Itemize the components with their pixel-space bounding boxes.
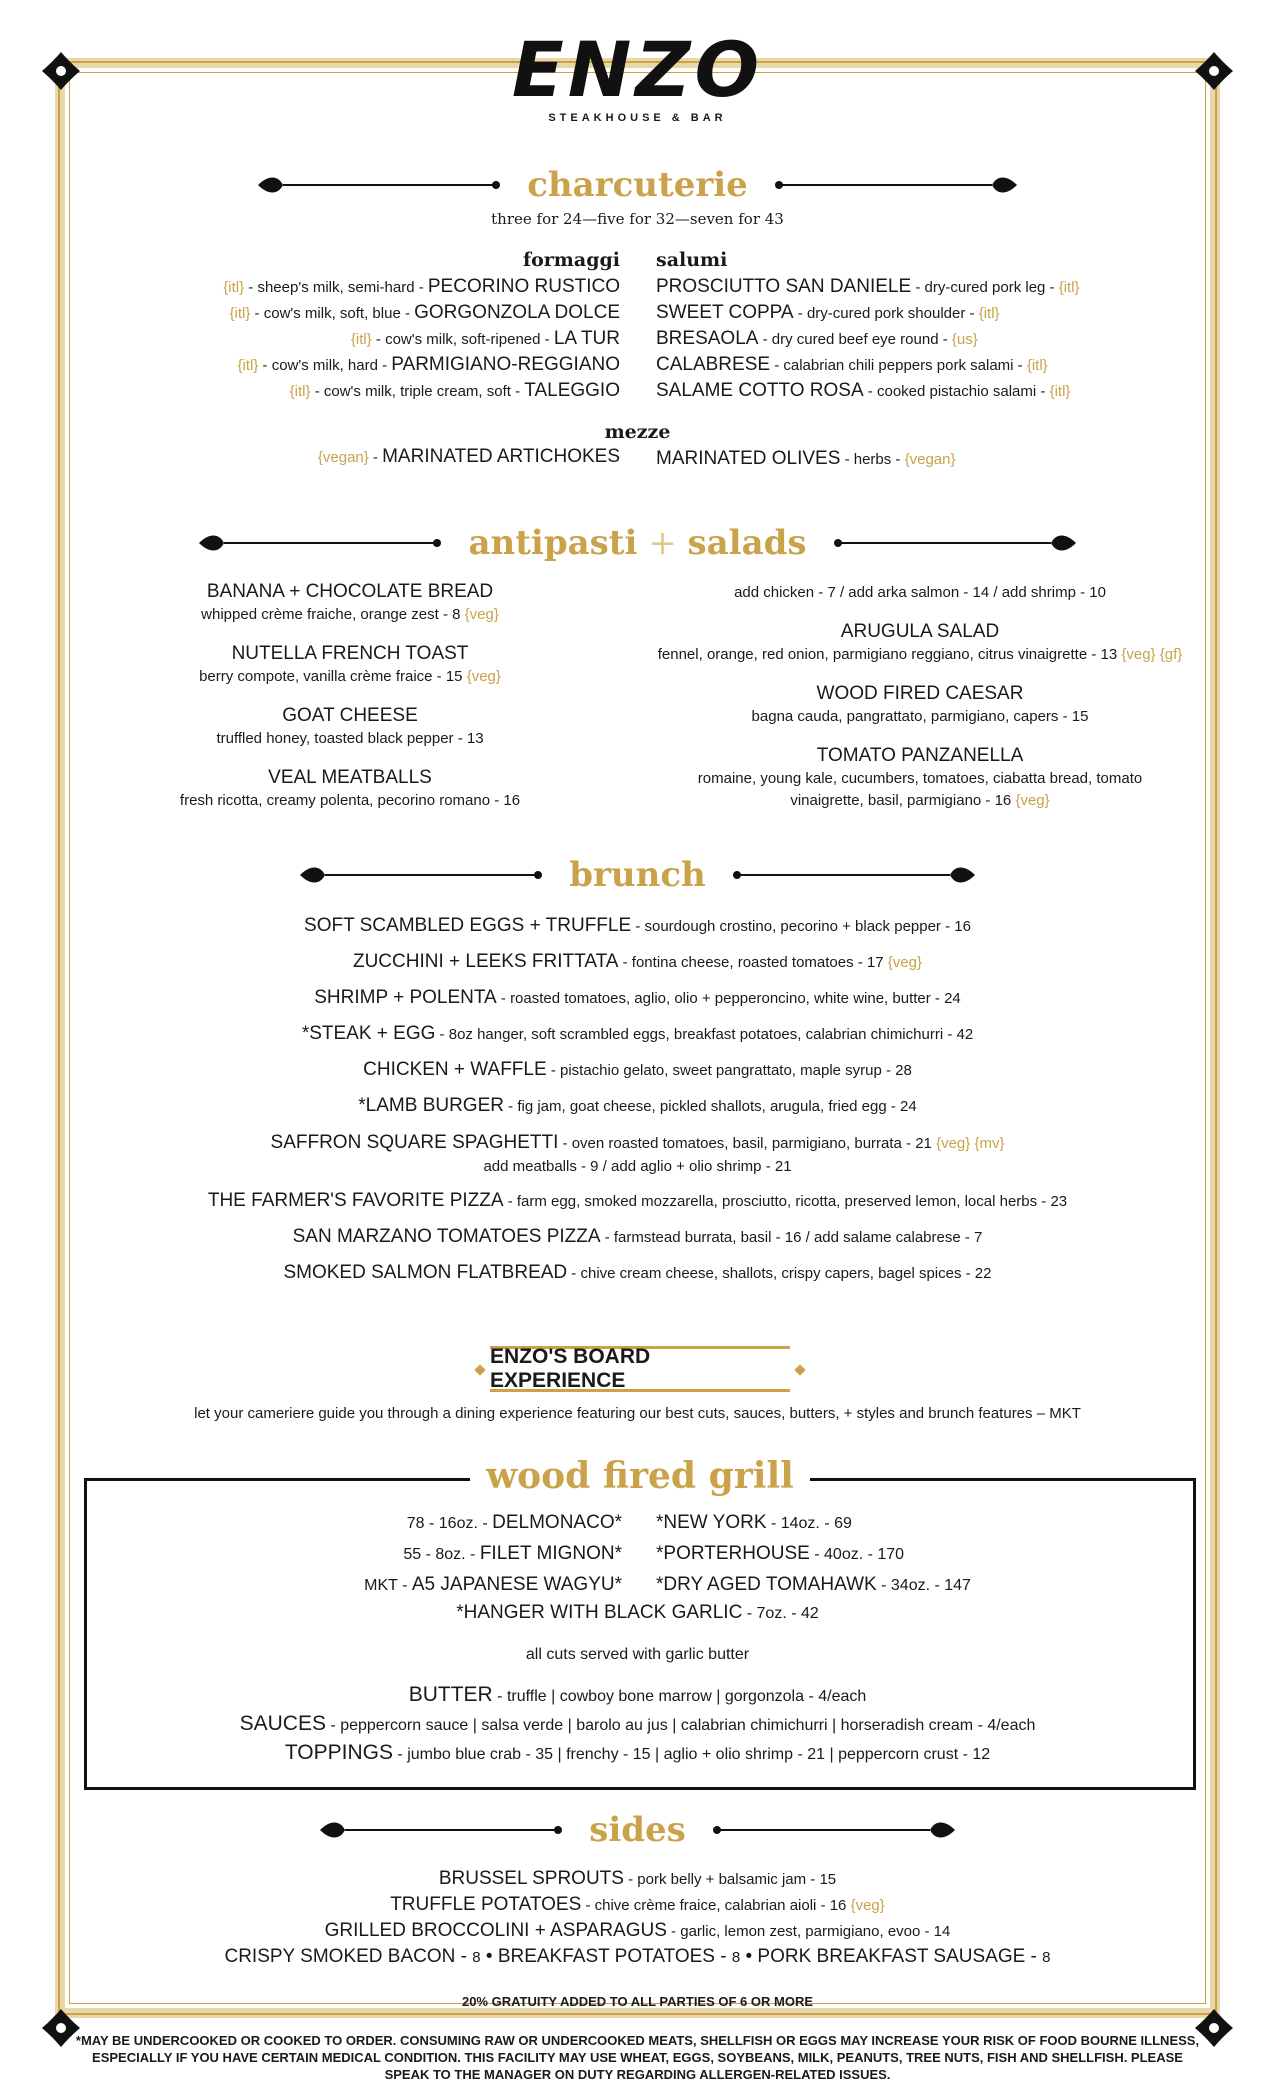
list-item: {itl} - cow's milk, triple cream, soft - TALEGGIO <box>289 380 620 401</box>
list-item: 55 - 8oz. - FILET MIGNON* <box>403 1543 622 1564</box>
mezze-left <box>318 444 620 470</box>
section-heading-grill <box>470 1448 810 1504</box>
list-item: SMOKED SALMON FLATBREAD - chive cream cheese, shallots, crispy capers, bagel spices - 22 <box>283 1262 992 1283</box>
grill-note: all cuts served with garlic butter <box>525 1646 750 1663</box>
list-item: {itl} - cow's milk, soft-ripened - LA TUR <box>350 328 620 349</box>
section-heading-antipasti <box>0 518 1275 568</box>
formaggi-heading: formaggi <box>522 249 620 271</box>
list-item: SHRIMP + POLENTA - roasted tomatoes, aglio, olio + pepperoncino, white wine, butter - 24 <box>314 987 961 1008</box>
list-item: {vegan} - MARINATED ARTICHOKES <box>317 446 620 467</box>
section-title: sides <box>589 1810 686 1850</box>
divider-ornament-icon <box>710 1820 960 1840</box>
sides-list <box>0 1866 1275 1971</box>
gratuity-notice: 20% GRATUITY ADDED TO ALL PARTIES OF 6 OR MORE <box>461 1994 814 2009</box>
list-item: MKT - A5 JAPANESE WAGYU* <box>364 1574 622 1595</box>
list-item: *STEAK + EGG - 8oz hanger, soft scrambled eggs, breakfast potatoes, calabrian chimichurri - 42 <box>301 1023 974 1044</box>
toppings-line: TOPPINGS - jumbo blue crab - 35 | frenchy - 15 | aglio + olio shrimp - 21 | peppercorn crust - 12 <box>284 1741 991 1764</box>
grill-right-column <box>656 1508 971 1601</box>
list-item: SWEET COPPA - dry-cured pork shoulder - {itl} <box>656 302 1000 323</box>
divider-ornament-icon <box>730 865 980 885</box>
section-title: wood fired grill <box>486 1455 794 1497</box>
logo <box>0 25 1275 124</box>
list-item: {itl} - cow's milk, soft, blue - GORGONZOLA DOLCE <box>229 302 620 323</box>
list-item: MARINATED OLIVES - herbs - {vegan} <box>656 448 956 469</box>
list-item: SAFFRON SQUARE SPAGHETTI - oven roasted tomatoes, basil, parmigiano, burrata - 21 {veg} {mv} <box>270 1132 1005 1153</box>
list-item: PROSCIUTTO SAN DANIELE - dry-cured pork leg - {itl} <box>656 276 1080 297</box>
antipasti-left-column <box>110 580 590 828</box>
board-experience-banner: ENZO'S BOARD EXPERIENCE <box>490 1346 790 1392</box>
menu-item: NUTELLA FRENCH TOAST berry compote, vanilla crème fraice - 15 {veg} <box>199 643 501 685</box>
antipasti-right-column <box>650 582 1190 812</box>
allergen-disclaimer: *MAY BE UNDERCOOKED OR COOKED TO ORDER. CONSUMING RAW OR UNDERCOOKED MEATS, SHELLFISH OR EGGS MAY INCREASE YOUR RISK OF FOOD BOURNE ILLNESS, ESPECIALLY IF YOU HAVE CERTAIN MEDICAL CONDITION. THIS FACILITY MAY USE WHEAT, EGGS, SOYBEANS, MILK, PEANUTS, TREE NUTS, FISH AND SHELLFISH. PLEASE SPEAK TO THE MANAGER ON DUTY REGARDING ALLERGEN-RELATED ISSUES. <box>75 2033 1200 2082</box>
salumi-column <box>656 246 1080 404</box>
list-item: {itl} - sheep's milk, semi-hard - PECORINO RUSTICO <box>223 276 620 297</box>
section-heading-charcuterie <box>0 160 1275 210</box>
menu-item: GOAT CHEESE truffled honey, toasted black pepper - 13 <box>216 705 484 747</box>
sauces-line: SAUCES - peppercorn sauce | salsa verde | barolo au jus | calabrian chimichurri | horseradish cream - 4/each <box>239 1712 1036 1735</box>
list-item: SOFT SCAMBLED EGGS + TRUFFLE - sourdough crostino, pecorino + black pepper - 16 <box>304 915 971 936</box>
menu-item: ARUGULA SALAD fennel, orange, red onion, parmigiano reggiano, citrus vinaigrette - 13 {veg} {gf} <box>657 621 1183 663</box>
section-title: brunch <box>569 855 706 895</box>
section-title: antipasti + salads <box>468 523 807 563</box>
mezze-right <box>656 446 955 472</box>
charcuterie-pricing: three for 24—five for 32—seven for 43 <box>491 210 784 228</box>
menu-item: BANANA + CHOCOLATE BREAD whipped crème fraiche, orange zest - 8 {veg} <box>201 581 499 623</box>
list-item: TRUFFLE POTATOES - chive crème fraice, calabrian aioli - 16 {veg} <box>390 1894 885 1915</box>
board-description: let your cameriere guide you through a dining experience featuring our best cuts, sauces, butters, + styles and brunch features – MKT <box>194 1405 1081 1422</box>
section-heading-brunch <box>0 850 1275 900</box>
list-item: CHICKEN + WAFFLE - pistachio gelato, sweet pangrattato, maple syrup - 28 <box>363 1059 912 1080</box>
list-item: *NEW YORK - 14oz. - 69 <box>656 1512 852 1533</box>
divider-ornament-icon <box>315 1820 565 1840</box>
divider-ornament-icon <box>831 533 1081 553</box>
divider-ornament-icon <box>253 175 503 195</box>
menu-item: WOOD FIRED CAESAR bagna cauda, pangrattato, parmigiano, capers - 15 <box>751 683 1089 725</box>
list-item: {itl} - cow's milk, hard - PARMIGIANO-REGGIANO <box>237 354 620 375</box>
list-item: *LAMB BURGER - fig jam, goat cheese, pickled shallots, arugula, fried egg - 24 <box>358 1095 917 1116</box>
section-title: charcuterie <box>527 165 748 205</box>
list-item: 78 - 16oz. - DELMONACO* <box>406 1512 622 1533</box>
list-item: BRUSSEL SPROUTS - pork belly + balsamic jam - 15 <box>438 1868 837 1889</box>
salad-addons: add chicken - 7 / add arka salmon - 14 / add shrimp - 10 <box>734 584 1106 601</box>
list-item: *DRY AGED TOMAHAWK - 34oz. - 147 <box>656 1574 971 1595</box>
menu-item: VEAL MEATBALLS fresh ricotta, creamy polenta, pecorino romano - 16 <box>179 767 521 809</box>
list-item: ZUCCHINI + LEEKS FRITTATA - fontina cheese, roasted tomatoes - 17 {veg} <box>352 951 923 972</box>
menu-item: TOMATO PANZANELLA romaine, young kale, cucumbers, tomatoes, ciabatta bread, tomato vinaigrette, basil, parmigiano - 16 {veg} <box>697 745 1143 809</box>
logo-wordmark: ENZO <box>511 25 764 114</box>
divider-ornament-icon <box>772 175 1022 195</box>
list-item: *PORTERHOUSE - 40oz. - 170 <box>656 1543 905 1564</box>
mezze-heading: mezze <box>604 421 671 443</box>
spaghetti-addons: add meatballs - 9 / add aglio + olio shrimp - 21 <box>483 1158 792 1175</box>
list-item: GRILLED BROCCOLINI + ASPARAGUS - garlic, lemon zest, parmigiano, evoo - 14 <box>324 1920 951 1941</box>
list-item: SALAME COTTO ROSA - cooked pistachio salami - {itl} <box>656 380 1071 401</box>
brunch-list <box>0 908 1275 1291</box>
divider-ornament-icon <box>295 865 545 885</box>
list-item: THE FARMER'S FAVORITE PIZZA - farm egg, smoked mozzarella, prosciutto, ricotta, preserved lemon, local herbs - 23 <box>207 1190 1068 1211</box>
divider-ornament-icon <box>194 533 444 553</box>
logo-subtitle: STEAKHOUSE & BAR <box>548 112 727 124</box>
list-item: CRISPY SMOKED BACON - 8 • BREAKFAST POTATOES - 8 • PORK BREAKFAST SAUSAGE - 8 <box>224 1946 1051 1967</box>
butter-line: BUTTER - truffle | cowboy bone marrow | gorgonzola - 4/each <box>408 1683 867 1706</box>
salumi-heading: salumi <box>656 249 728 271</box>
list-item: CALABRESE - calabrian chili peppers pork salami - {itl} <box>656 354 1048 375</box>
list-item: BRESAOLA - dry cured beef eye round - {us} <box>656 328 978 349</box>
grill-left-column <box>364 1508 622 1601</box>
formaggi-column <box>223 246 620 404</box>
section-heading-sides <box>0 1805 1275 1855</box>
list-item: SAN MARZANO TOMATOES PIZZA - farmstead burrata, basil - 16 / add salame calabrese - 7 <box>292 1226 983 1247</box>
list-item: *HANGER WITH BLACK GARLIC - 7oz. - 42 <box>456 1602 819 1623</box>
